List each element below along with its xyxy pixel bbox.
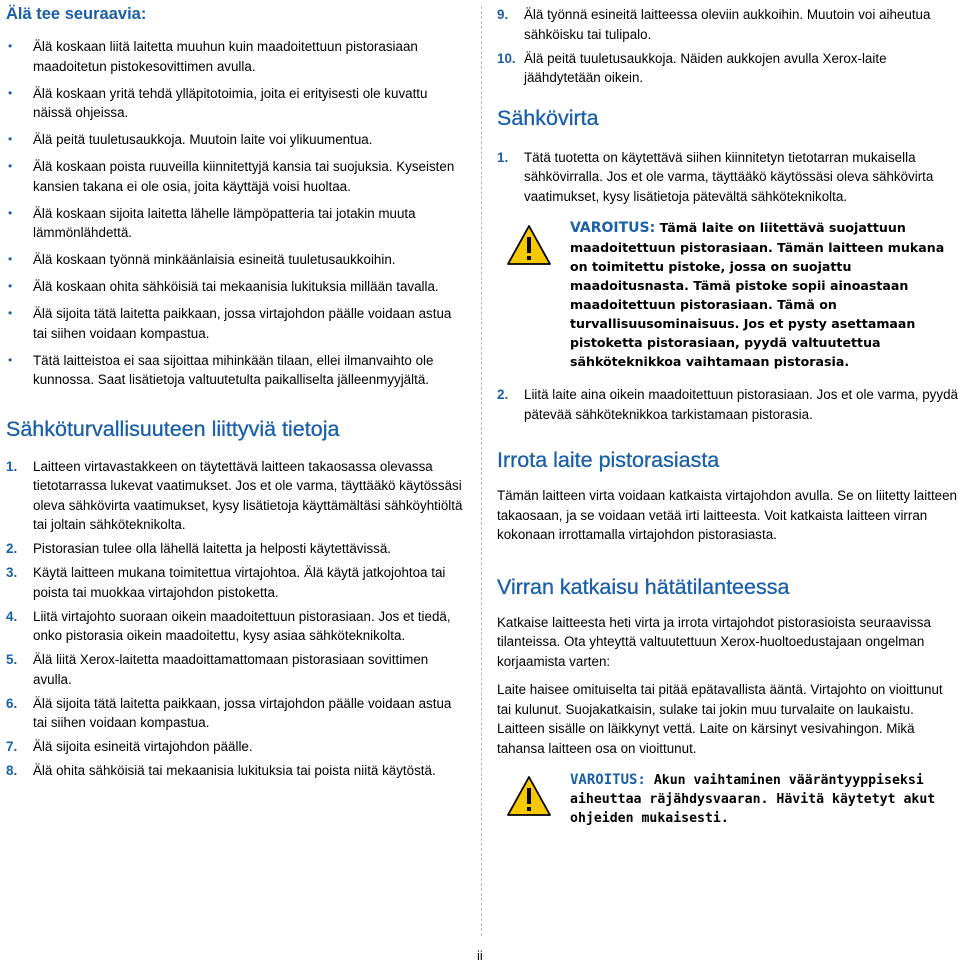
do-not-list	[6, 37, 468, 390]
grounding-warning	[497, 218, 960, 371]
right-column	[497, 0, 960, 828]
power-list	[497, 148, 960, 207]
list-item: 1. Tätä tuotetta on käytettävä siihen kiinnitetyn tietotarran mukaisella sähkövirralla. Jos et ole varma, täyttääkö käytössäsi oleva sähkövirta vaatimukset, kysy lisätietoja pätevältä sähköteknikolta.	[497, 149, 934, 204]
warning-label: VAROITUS:	[570, 772, 646, 788]
warning-text: Tämä laite on liitettävä suojattuun maadoitettuun pistorasiaan. Tämän laitteen mukana on toimitettu pistoke, jossa on suojattu maadoitusnasta. Tämä pistoke sopii ainoastaan maadoitettuun pistorasiaan. Tämä on turvallisuusominaisuus. Jos et pysty asettamaan pistoketta pistorasiaan, pyydä valtuutettua sähköteknikkoa vaihtamaan pistorasia.	[570, 220, 945, 369]
list-item: • Älä koskaan työnnä minkäänlaisia esineitä tuuletusaukkoihin.	[6, 250, 468, 270]
emergency-text-2: Laite haisee omituiselta tai pitää epätavallista ääntä. Virtajohto on vioittunut tai kulunut. Suojakatkaisin, sulake tai jokin muu turvalaite on laukaistu. Laitteen sisälle on läikkynyt vettä. Laite on kärsinyt vesivahingon. Mikä tahansa laitteen osa on vioittunut.	[497, 682, 943, 756]
page-number: ii	[477, 948, 483, 963]
list-item: 2. Pistorasian tulee olla lähellä laitetta ja helposti käytettävissä.	[6, 541, 392, 556]
list-item: 4. Liitä virtajohto suoraan oikein maadoitettuun pistorasiaan. Jos et tiedä, onko pistorasia oikein maadoitettu, kysy asiaa sähköteknikolta.	[6, 608, 451, 643]
emergency-text-1: Katkaise laitteesta heti virta ja irrota virtajohdot pistorasioista seuraavissa tilanteissa. Ota yhteyttä valtuutettuun Xerox-huoltoedustajaan ongelman korjaamista varten:	[497, 614, 931, 669]
list-item: 2. Liitä laite aina oikein maadoitettuun pistorasiaan. Jos et ole varma, pyydä pätevää sähköteknikkoa tarkistamaan pistorasia.	[497, 387, 958, 422]
list-item: • Älä peitä tuuletusaukkoja. Muutoin laite voi ylikuumentua.	[6, 130, 468, 150]
warning-text: Akun vaihtaminen vääräntyyppiseksi aiheuttaa räjähdysvaaran. Hävitä käytetyt akut ohjeiden mukaisesti.	[570, 773, 936, 826]
list-item: 1. Laitteen virtavastakkeen on täytettävä laitteen takaosassa olevassa tietotarrassa lukevat vaatimukset. Jos et ole varma, täyttääkö käytössäsi oleva sähkövirta vaatimukset, kysy lisätietoja käyttämältäsi sähköyhtiöltä tai joltain sähköteknikolta.	[6, 458, 463, 532]
list-item: 9. Älä työnnä esineitä laitteessa oleviin aukkoihin. Muutoin voi aiheutua sähköisku tai tulipalo.	[497, 7, 931, 42]
column-divider	[481, 6, 482, 936]
list-item: 3. Käytä laitteen mukana toimitettua virtajohtoa. Älä käytä jatkojohtoa tai poista tai muokkaa virtajohdon pistoketta.	[6, 565, 446, 600]
electrical-safety-title: Sähköturvallisuuteen liittyviä tietoja	[6, 416, 340, 441]
list-item: 5. Älä liitä Xerox-laitetta maadoittamattomaan pistorasiaan sovittimen avulla.	[6, 652, 429, 687]
list-item: • Älä koskaan poista ruuveilla kiinnitettyjä kansia tai suojuksia. Kyseisten kansien takana ei ole osia, joita käyttäjä voisi huoltaa.	[6, 157, 468, 196]
list-item: • Älä koskaan liitä laitetta muuhun kuin maadoitettuun pistorasiaan maadoitetun pistokesovittimen avulla.	[6, 37, 468, 76]
warning-icon	[506, 224, 552, 266]
power-title: Sähkövirta	[497, 105, 599, 130]
continued-list	[497, 5, 960, 88]
power-list-2	[497, 385, 960, 424]
left-column	[6, 0, 468, 785]
list-item: • Älä koskaan ohita sähköisiä tai mekaanisia lukituksia millään tavalla.	[6, 277, 468, 297]
unplug-title: Irrota laite pistorasiasta	[497, 448, 720, 472]
list-item: • Älä koskaan yritä tehdä ylläpitotoimia, joita ei erityisesti ole kuvattu näissä ohjeissa.	[6, 84, 468, 123]
battery-warning	[497, 771, 960, 828]
warning-label: VAROITUS:	[570, 220, 656, 236]
list-item: • Tätä laitteistoa ei saa sijoittaa mihinkään tilaan, ellei ilmanvaihto ole kunnossa. Saat lisätietoja valtuutetulta paikalliselta jälleenmyyjältä.	[6, 351, 468, 390]
list-item: 10. Älä peitä tuuletusaukkoja. Näiden aukkojen avulla Xerox-laite jäähdytetään oikein.	[497, 50, 887, 85]
list-item: 8. Älä ohita sähköisiä tai mekaanisia lukituksia tai poista niitä käytöstä.	[6, 763, 436, 778]
unplug-text: Tämän laitteen virta voidaan katkaista virtajohdon avulla. Se on liitetty laitteen takaosaan, ja se voidaan vetää irti laitteesta. Voit katkaista laitteen virran kokonaan irrottamalla virtajohdon pistorasiasta.	[497, 488, 958, 542]
list-item: • Älä koskaan sijoita laitetta lähelle lämpöpatteria tai jotakin muuta lämmönlähdettä.	[6, 204, 468, 243]
list-item: 6. Älä sijoita tätä laitetta paikkaan, jossa virtajohdon päälle voidaan astua tai siihen voidaan kompastua.	[6, 695, 452, 730]
do-not-heading: Älä tee seuraavia:	[6, 5, 147, 23]
electrical-safety-list	[6, 457, 468, 781]
list-item: • Älä sijoita tätä laitetta paikkaan, jossa virtajohdon päälle voidaan astua tai siihen voidaan kompastua.	[6, 304, 468, 343]
warning-icon	[506, 775, 552, 817]
list-item: 7. Älä sijoita esineitä virtajohdon päälle.	[6, 739, 253, 754]
emergency-title: Virran katkaisu hätätilanteessa	[497, 574, 790, 599]
